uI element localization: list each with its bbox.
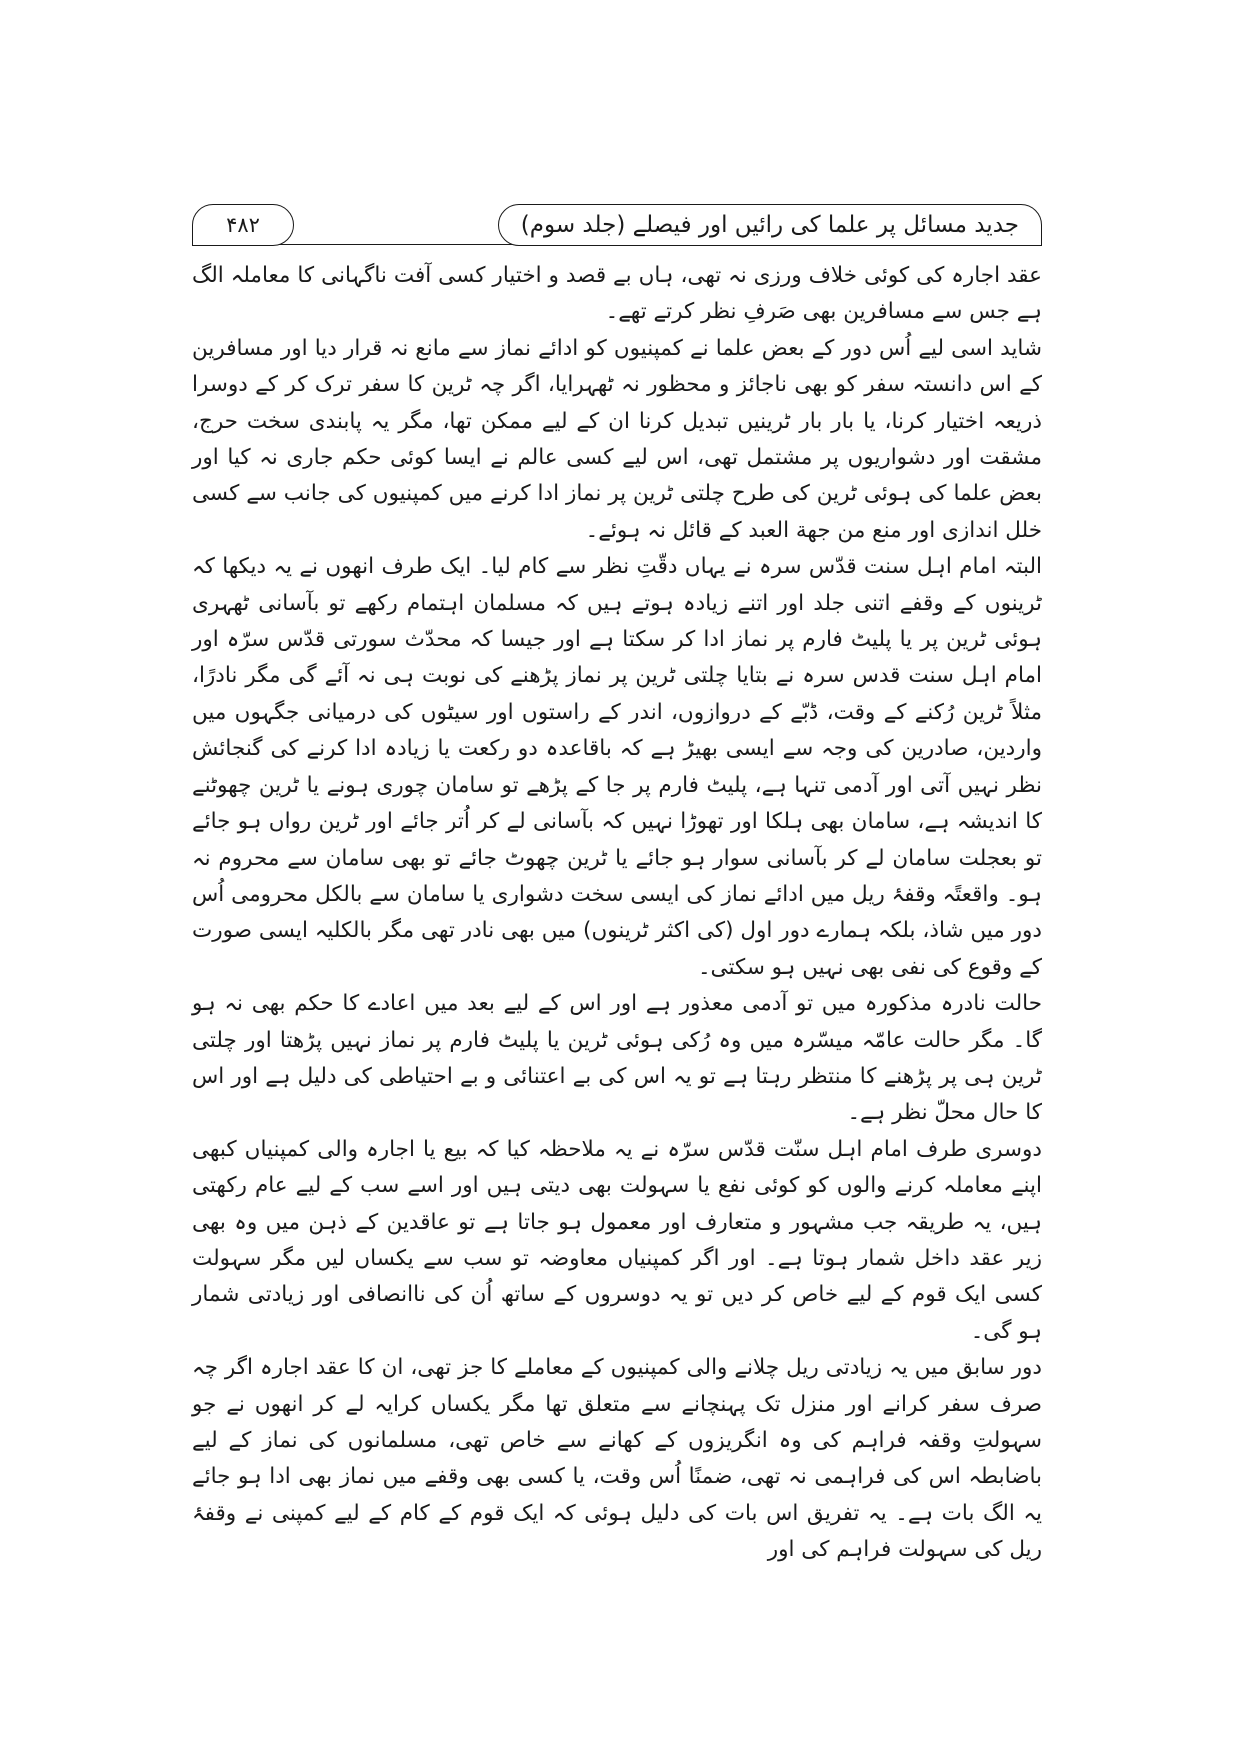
running-header <box>192 204 1042 246</box>
paragraph-5: دوسری طرف امام اہل سنّت قدّس سرّہ نے یہ ملاحظہ کیا کہ بیع یا اجارہ والی کمپنیاں کبھی اپنے معاملہ کرنے والوں کو کوئی نفع یا سہولت بھی دیتی ہیں اور اسے سب کے لیے عام رکھتی ہیں، یہ طریقہ جب مشہور و متعارف اور معمول ہو جاتا ہے تو عاقدین کے ذہن میں وہ بھی زیر عقد داخل شمار ہوتا ہے۔ اور اگر کمپنیاں معاوضہ تو سب سے یکساں لیں مگر سہولت کسی ایک قوم کے لیے خاص کر دیں تو یہ دوسروں کے ساتھ اُن کی ناانصافی اور زیادتی شمار ہو گی۔ <box>192 1136 1042 1344</box>
page-number: ۴۸۲ <box>192 204 294 246</box>
paragraph-6: دور سابق میں یہ زیادتی ریل چلانے والی کمپنیوں کے معاملے کا جز تھی، ان کا عقد اجارہ اگر چہ صرف سفر کرانے اور منزل تک پہنچانے سے متعلق تھا مگر یکساں کرایہ لے کر انھوں نے جو سہولتِ وقفہ فراہم کی وہ انگریزوں کے کھانے سے خاص تھی، مسلمانوں کی نماز کے لیے باضابطہ اس کی فراہمی نہ تھی، ضمنًا اُس وقت، یا کسی بھی وقفے میں نماز بھی ادا ہو جائے یہ الگ بات ہے۔ یہ تفریق اس بات کی دلیل ہوئی کہ ایک قوم کے کام کے لیے کمپنی نے وقفۂ ریل کی سہولت فراہم کی اور <box>192 1355 1042 1563</box>
paragraph-3: البتہ امام اہل سنت قدّس سرہ نے یہاں دقّتِ نظر سے کام لیا۔ ایک طرف انھوں نے یہ دیکھا کہ ٹرینوں کے وقفے اتنی جلد اور اتنے زیادہ ہوتے ہیں کہ مسلمان اہتمام رکھے تو بآسانی ٹھہری ہوئی ٹرین پر یا پلیٹ فارم پر نماز ادا کر سکتا ہے اور جیسا کہ محدّث سورتی قدّس سرّہ اور امام اہل سنت قدس سرہ نے بتایا چلتی ٹرین پر نماز پڑھنے کی نوبت ہی نہ آئے گی مگر نادرًا، مثلاً ٹرین رُکنے کے وقت، ڈبّے کے دروازوں، اندر کے راستوں اور سیٹوں کی درمیانی جگہوں میں واردین، صادرین کی وجہ سے ایسی بھیڑ ہے کہ باقاعدہ دو رکعت یا زیادہ ادا کرنے کی گنجائش نظر نہیں آتی اور آدمی تنہا ہے، پلیٹ فارم پر جا کے پڑھے تو سامان چوری ہونے یا ٹرین چھوٹنے کا اندیشہ ہے، سامان بھی ہلکا اور تھوڑا نہیں کہ بآسانی لے کر اُتر جائے اور ٹرین رواں ہو جائے تو بعجلت سامان لے کر بآسانی سوار ہو جائے یا ٹرین چھوٹ جائے تو بھی سامان سے محروم نہ ہو۔ واقعتًہ وقفۂ ریل میں ادائے نماز کی ایسی سخت دشواری یا سامان سے بالکل محرومی اُس دور میں شاذ، بلکہ ہمارے دور اول (کی اکثر ٹرینوں) میں بھی نادر تھی مگر بالکلیہ ایسی صورت کے وقوع کی نفی بھی نہیں ہو سکتی۔ <box>192 554 1042 980</box>
paragraph-2: شاید اسی لیے اُس دور کے بعض علما نے کمپنیوں کو ادائے نماز سے مانع نہ قرار دیا اور مسافرین کے اس دانستہ سفر کو بھی ناجائز و محظور نہ ٹھہرایا، اگر چہ ٹرین کا سفر ترک کر کے دوسرا ذریعہ اختیار کرنا، یا بار بار ٹرینیں تبدیل کرنا ان کے لیے ممکن تھا، مگر یہ پابندی سخت حرج، مشقت اور دشواریوں پر مشتمل تھی، اس لیے کسی عالم نے ایسا کوئی حکم جاری نہ کیا اور بعض علما کی ہوئی ٹرین کی طرح چلتی ٹرین پر نماز ادا کرنے میں کمپنیوں کی جانب سے کسی خلل اندازی اور منع من جهة العبد کے قائل نہ ہوئے۔ <box>192 335 1042 543</box>
body-text <box>192 258 1042 1569</box>
paragraph-4: حالت نادرہ مذکورہ میں تو آدمی معذور ہے اور اس کے لیے بعد میں اعادے کا حکم بھی نہ ہو گا۔ مگر حالت عامّہ میسّرہ میں وہ رُکی ہوئی ٹرین یا پلیٹ فارم پر نماز نہیں پڑھتا اور چلتی ٹرین ہی پر پڑھنے کا منتظر رہتا ہے تو یہ اس کی بے اعتنائی و بے احتیاطی کی دلیل ہے اور اس کا حال محلّ نظر ہے۔ <box>192 991 1042 1126</box>
book-title: جدید مسائل پر علما کی رائیں اور فیصلے (جلد سوم) <box>498 204 1042 246</box>
paragraph-1: عقد اجارہ کی کوئی خلاف ورزی نہ تھی، ہاں بے قصد و اختیار کسی آفت ناگہانی کا معاملہ الگ ہے جس سے مسافرین بھی صَرفِ نظر کرتے تھے۔ <box>192 263 1042 325</box>
